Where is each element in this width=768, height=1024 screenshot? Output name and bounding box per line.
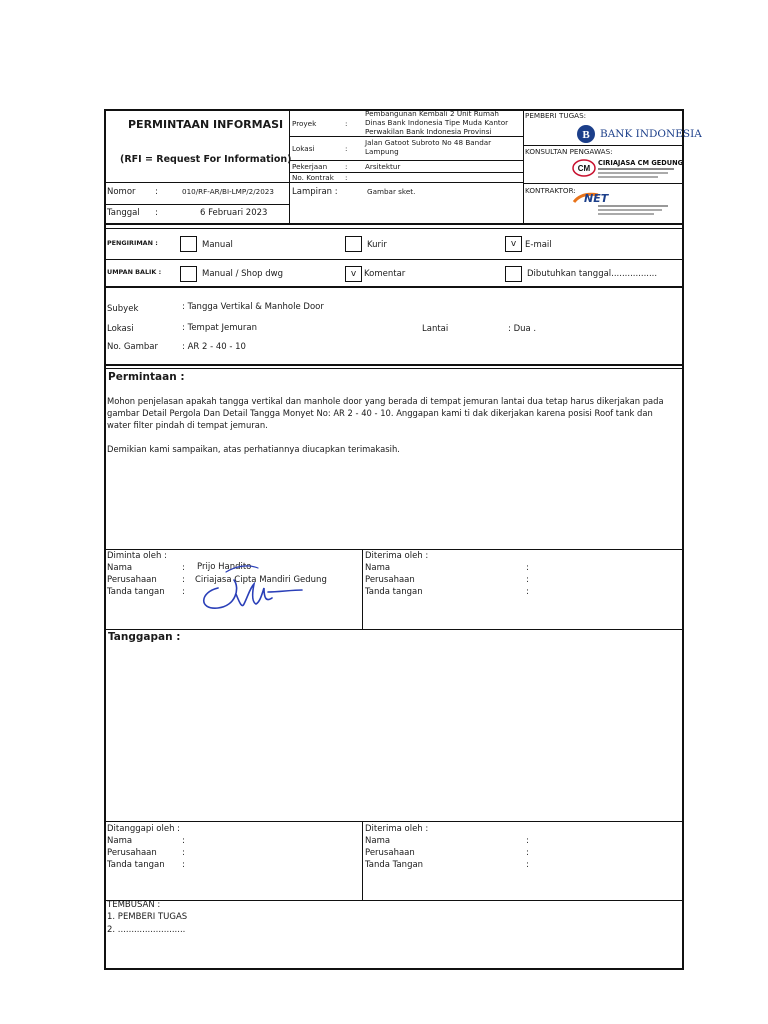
proyek-label: Proyek: [292, 119, 317, 128]
subyek-value: : Tangga Vertikal & Manhole Door: [182, 302, 324, 312]
ciriajasa-emblem-icon: [572, 158, 596, 178]
ditanggapi-ttd-colon: :: [182, 860, 185, 870]
manual-shop-checkbox[interactable]: [180, 266, 197, 282]
no-gambar-value: : AR 2 - 40 - 10: [182, 342, 246, 352]
page-subtitle: (RFI = Request For Information): [120, 154, 292, 165]
diterima2-ttd-colon: :: [526, 860, 529, 870]
diterima2-perusahaan-label: Perusahaan: [365, 848, 415, 858]
ditanggapi-ttd-label: Tanda tangan: [107, 860, 165, 870]
nomor-label: Nomor: [107, 187, 136, 197]
lokasi-label: Lokasi: [292, 144, 315, 153]
dibutuhkan-checkbox[interactable]: [505, 266, 522, 282]
nomor-colon: :: [155, 187, 158, 197]
permintaan-paragraph-2: Demikian kami sampaikan, atas perhatiannya diucapkan terimakasih.: [107, 444, 400, 454]
diterima-ttd-colon: :: [526, 587, 529, 597]
section-line-4b: [104, 368, 684, 369]
ciriajasa-logo-text: CIRIAJASA CM GEDUNG: [598, 159, 684, 167]
pemberi-tugas-label: PEMBERI TUGAS:: [525, 111, 587, 120]
diminta-perusahaan-label: Perusahaan: [107, 575, 157, 585]
ditanggapi-nama-colon: :: [182, 836, 185, 846]
section-line-2: [104, 259, 684, 260]
diminta-nama-colon: :: [182, 563, 185, 573]
diminta-perusahaan-colon: :: [182, 575, 185, 585]
section-line-1b: [104, 228, 684, 229]
section-line-5: [104, 549, 684, 550]
proyek-colon: :: [345, 119, 348, 128]
diterima2-heading: Diterima oleh :: [365, 824, 429, 834]
no-gambar-label: No. Gambar: [107, 342, 158, 352]
diterima2-nama-colon: :: [526, 836, 529, 846]
konsultan-label: KONSULTAN PENGAWAS:: [525, 147, 613, 156]
nomor-value: 010/RF-AR/BI-LMP/2/2023: [182, 187, 274, 196]
tanggapan-heading: Tanggapan :: [108, 631, 181, 643]
permintaan-heading: Permintaan :: [108, 371, 185, 383]
lampiran-value: Gambar sket.: [367, 187, 416, 196]
pekerjaan-label: Pekerjaan: [292, 162, 328, 171]
kontrak-label: No. Kontrak: [292, 173, 334, 182]
diminta-nama-value: Prijo Handito: [197, 562, 252, 572]
pengiriman-label: PENGIRIMAN :: [107, 239, 158, 247]
bank-logo-text: BANK INDONESIA: [600, 128, 702, 140]
komentar-check-mark: v: [350, 269, 357, 279]
svg-text:B: B: [582, 129, 590, 141]
tanggal-colon: :: [155, 208, 158, 218]
proyek-line-3: Perwakilan Bank Indonesia Provinsi: [365, 127, 492, 136]
ditanggapi-perusahaan-label: Perusahaan: [107, 848, 157, 858]
subyek-label: Subyek: [107, 304, 139, 314]
diterima-ttd-label: Tanda tangan: [365, 587, 423, 597]
signature-image: [196, 558, 306, 614]
lampiran-label: Lampiran :: [292, 187, 338, 197]
manual-checkbox[interactable]: [180, 236, 197, 252]
tembusan-item-1: 1. PEMBERI TUGAS: [107, 912, 188, 922]
bank-indonesia-logo: [576, 124, 702, 144]
section-line-8: [104, 900, 684, 901]
diterima2-nama-label: Nama: [365, 836, 391, 846]
tanggal-label: Tanggal: [107, 208, 140, 218]
lokasi-colon: :: [345, 144, 348, 153]
diminta-perusahaan-value: Ciriajasa Cipta Mandiri Gedung: [195, 575, 327, 585]
ditanggapi-perusahaan-colon: :: [182, 848, 185, 858]
diterima2-perusahaan-colon: :: [526, 848, 529, 858]
ditanggapi-heading: Ditanggapi oleh :: [107, 824, 181, 834]
diterima-perusahaan-label: Perusahaan: [365, 575, 415, 585]
kurir-label: Kurir: [367, 240, 387, 250]
komentar-checkbox[interactable]: [345, 266, 362, 282]
diterima-heading: Diterima oleh :: [365, 551, 429, 561]
lantai-label: Lantai: [422, 324, 449, 334]
manual-label: Manual: [202, 240, 233, 250]
diminta-nama-label: Nama: [107, 563, 133, 573]
proyek-line-2: Dinas Bank Indonesia Tipe Muda Kantor: [365, 118, 509, 127]
lokasi-value: : Tempat Jemuran: [182, 323, 257, 333]
diminta-divider: [362, 549, 363, 629]
kontraktor-label: KONTRAKTOR:: [525, 186, 576, 195]
svg-text:CM: CM: [577, 164, 591, 173]
umpan-balik-label: UMPAN BALIK :: [107, 268, 162, 276]
section-line-7: [104, 821, 684, 822]
kontrak-colon: :: [345, 173, 348, 182]
ciriajasa-logo: [572, 158, 684, 180]
tanggal-value: 6 Februari 2023: [200, 208, 268, 218]
lantai-value: : Dua .: [508, 324, 537, 334]
tembusan-heading: TEMBUSAN :: [107, 900, 161, 910]
section-line-4: [104, 364, 684, 366]
diminta-ttd-colon: :: [182, 587, 185, 597]
ditanggapi-nama-label: Nama: [107, 836, 133, 846]
diminta-ttd-label: Tanda tangan: [107, 587, 165, 597]
ditanggapi-divider: [362, 821, 363, 900]
email-label: E-mail: [525, 240, 552, 250]
email-check-mark: v: [510, 239, 517, 249]
diterima2-ttd-label: Tanda Tangan: [365, 860, 424, 870]
page-title: PERMINTAAN INFORMASI: [128, 118, 284, 131]
diterima-nama-label: Nama: [365, 563, 391, 573]
lokasi-line-2: Lampung: [365, 147, 399, 156]
konsultan-line: [523, 183, 684, 184]
komentar-label: Komentar: [364, 269, 406, 279]
diterima-perusahaan-colon: :: [526, 575, 529, 585]
nomor-line: [105, 204, 289, 205]
pekerjaan-colon: :: [345, 162, 348, 171]
kurir-checkbox[interactable]: [345, 236, 362, 252]
dibutuhkan-label: Dibutuhkan tanggal.................: [527, 269, 658, 279]
tembusan-item-2: 2. .........................: [107, 925, 186, 935]
manual-shop-label: Manual / Shop dwg: [202, 269, 283, 279]
permintaan-paragraph-1: Mohon penjelasan apakah tangga vertikal dan manhole door yang berada di tempat jemuran lantai dua tetap harus dikerjakan pada gambar Detail Pergola Dan Detail Tangga Monyet No: AR 2 - 40 - 10. Anggapan kami ti dak dikerjakan karena posisi Roof tank dan water filter pindah di tempat jemuran.: [107, 396, 664, 430]
section-line-6: [104, 629, 684, 630]
diminta-heading: Diminta oleh :: [107, 551, 167, 561]
net-logo-text: NET: [584, 192, 609, 205]
diterima-nama-colon: :: [526, 563, 529, 573]
header-divider-1: [289, 110, 290, 223]
lokasi-line: [289, 160, 523, 161]
lokasi-line-1: Jalan Gatoot Subroto No 48 Bandar: [365, 138, 492, 147]
pekerjaan-value: Arsitektur: [365, 162, 401, 171]
email-checkbox[interactable]: [505, 236, 522, 252]
header-divider-2: [523, 110, 524, 223]
bank-emblem-icon: [576, 124, 598, 144]
proyek-line-1: Pembangunan Kembali 2 Unit Rumah: [365, 109, 499, 118]
net-logo: [572, 192, 680, 218]
lokasi-label: Lokasi: [107, 324, 134, 334]
section-line-3: [104, 286, 684, 288]
header-title-line: [105, 182, 289, 183]
section-line-1: [104, 223, 684, 225]
pemberi-line: [523, 145, 684, 146]
